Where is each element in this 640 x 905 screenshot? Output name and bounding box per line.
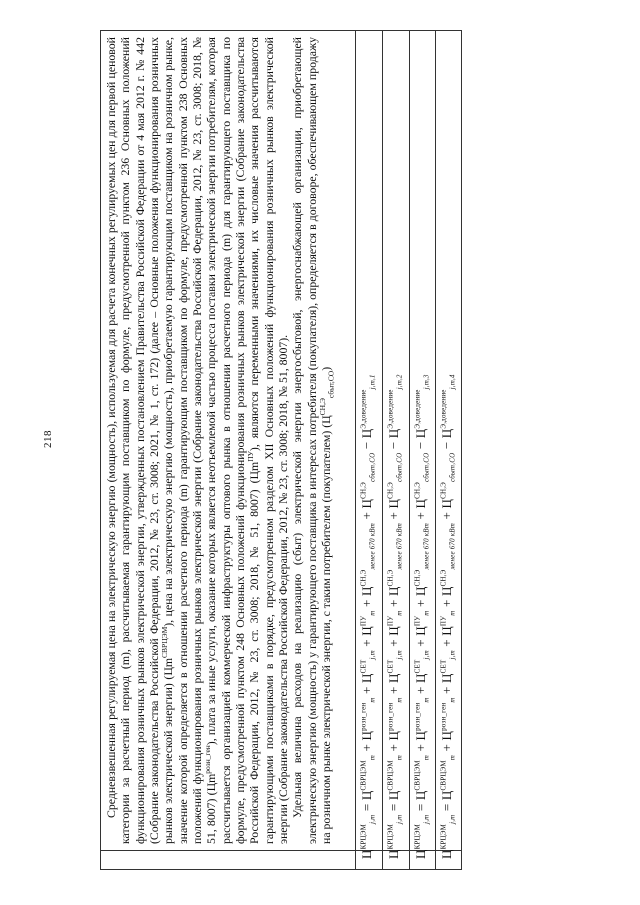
formula-row: $Ц^{КРЦЭМ}_{j,m} = Ц^{СВРЦЭМ}_m + Ц^{розн\_ген}_m + Ц^{СЕТ}_{j,m} + Ц^{ПУ}_m + Ц^{СН,Э}_{менее 670 кВт} + Ц^{СН,Э}_{сбыт,СО} - Ц^{Э,доведение}_{j,m,2}$: [383, 31, 410, 869]
formula-row: $Ц^{КРЦЭМ}_{j,m} = Ц^{СВРЦЭМ}_m + Ц^{розн\_ген}_m + Ц^{СЕТ}_{j,m} + Ц^{ПУ}_m + Ц^{СН,Э}_{менее 670 кВт} + Ц^{СН,Э}_{сбыт,СО} - Ц^{Э,доведение}_{j,m,3}$: [410, 31, 437, 869]
paragraph-prices: Средневзвешенная регулируемая цена на электрическую энергию (мощность), используемая для расчета конечных регулируемых цен для первой ценовой категории за расчетный период (m), рассчитываемая гарантирующим поставщиком по формуле, предусмотренной пунктом 236 Основных положений функционирования розничных рынков электрической энергии, утвержденных постановлением Правительства Российской Федерации от 4 мая 2012 г. № 442 (Собрание законодательства Российской Федерации, 2012, № 23, ст. 3008; 2021, № 1, ст. 172) (далее – Основные положения функционирования розничных рынков электрической энергии) $(Цm^{СВРЦЭМ})$, цена на электрическую энергию (мощность), приобретаемую гарантирующим поставщиком на розничном рынке, значение которой определяется в отношении расчетного периода (m) гарантирующим поставщиком по формуле, предусмотренной пунктом 238 Основных положений функционирования розничных рынков электрической энергии (Собрание законодательства Российской Федерации, 2012, № 23, ст. 3008; 2018, № 51, 8007) $(Цm^{розн\_ген})$, плата за иные услуги, оказание которых является неотъемлемой частью процесса поставки электрической энергии потребителям, которая рассчитывается организацией коммерческой инфраструктуры оптового рынка в отношении расчетного периода (m) для гарантирующего поставщика по формуле, предусмотренной пунктом 248 Основных положений функционирования розничных рынков электрической энергии (Собрание законодательства Российской Федерации, 2012, № 23, ст. 3008; 2018, № 51, 8007) $(Цm^{ПУ})$, являются переменными значениями, их числовые значения рассчитываются гарантирующими поставщиками в порядке, предусмотренном разделом XII Основных положений функционирования розничных рынков электрической энергии (Собрание законодательства Российской Федерации, 2012, № 23, ст. 3008; 2018, № 51, 8007).: [104, 37, 291, 844]
document-body: [100, 30, 462, 870]
paragraph-sales-costs: Удельная величина расходов на реализацию (сбыт) электрической энергии энергосбытовой, энергоснабжающей организации, приобретающей электрическую энергию (мощность) у гарантирующего поставщика в интересах потребителя (покупателя), определяется в договоре, обеспечивающем продажу на розничном рынке электрической энергии, с таким потребителем (покупателем) $(Ц^{СН,Э}_{сбыт,СО})$: [290, 37, 336, 844]
page-number: 218: [42, 430, 54, 448]
formula-row: $Ц^{КРЦЭМ}_{j,m} = Ц^{СВРЦЭМ}_m + Ц^{розн\_ген}_m + Ц^{СЕТ}_{j,m} + Ц^{ПУ}_m + Ц^{СН,Э}_{менее 670 кВт} + Ц^{СН,Э}_{сбыт,СО} - Ц^{Э,доведение}_{j,m,1}$: [356, 31, 383, 869]
formula-row: $Ц^{КРЦЭМ}_{j,m} = Ц^{СВРЦЭМ}_m + Ц^{розн\_ген}_m + Ц^{СЕТ}_{j,m} + Ц^{ПУ}_m + Ц^{СН,Э}_{менее 670 кВт} + Ц^{СН,Э}_{сбыт,СО} - Ц^{Э,доведение}_{j,m,4}$: [439, 374, 457, 859]
formula-table: [355, 31, 463, 869]
